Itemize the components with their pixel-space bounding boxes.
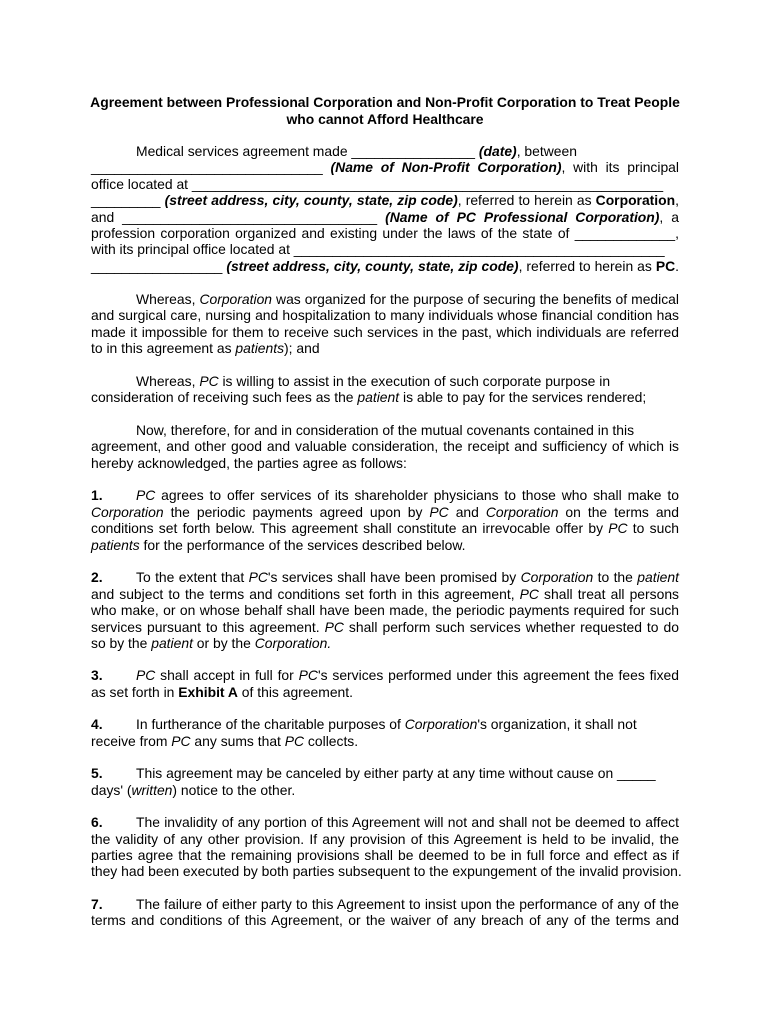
section-number: 5. bbox=[91, 765, 103, 781]
section-number: 4. bbox=[91, 716, 103, 732]
section-number: 1. bbox=[91, 487, 103, 503]
document-title bbox=[90, 94, 680, 127]
title-line-1: Agreement between Professional Corporation and Non-Profit Corporation to Treat People bbox=[90, 94, 680, 110]
section-number: 3. bbox=[91, 667, 103, 683]
section-number: 2. bbox=[91, 569, 103, 585]
document-page: Agreement between Professional Corporation and Non-Profit Corporation to Treat People who cannot Afford Healthcare Medical services agreement made ________________ (date), between ______________________________ (Name of Non-Profit Corporation), with its principal office located at _____________________________________________________________ _________ (street address, city, county, state, zip code), referred to herein as Corporation, and _________________________________ (Name of PC Professional Corporation), a profession corporation organized and existing under the laws of the state of _____________, with its principal office located at ________________________________________________ _________________ (street address, city, county, state, zip code), referred to herein as PC. Whereas, Corporation was organized for the purpose of securing the benefits of medical and surgical care, nursing and hospitalization to many individuals whose financial condition has made it impossible for them to receive such services in the past, which individuals are referred to in this agreement as patients); and Whereas, PC is willing to assist in the execution of such corporate purpose in consideration of receiving such fees as the patient is able to pay for the services rendered; Now, therefore, for and in consideration of the mutual covenants contained in this agreement, and other good and valuable consideration, the receipt and sufficiency of which is hereby acknowledged, the parties agree as follows: 1. PC agrees to offer services of its shareholder physicians to those who shall make to Corporation the periodic payments agreed upon by PC and Corporation on the terms and conditions set forth below. This agreement shall constitute an irrevocable offer by PC to such patients for the performance of the services described below. 2. To the extent that PC's services shall have been promised by Corporation to the patient and subject to the terms and conditions set forth in this agreement, PC shall treat all persons who make, or on whose behalf shall have been made, the periodic payments required for such services pursuant to this agreement. PC shall perform such services whether requested to do so by the patient or by the Corporation. 3. PC shall accept in full for PC's services performed under this agreement the fees fixed as set forth in Exhibit A of this agreement. 4. In furtherance of the charitable purposes of Corporation's organization, it shall not receive from PC any sums that PC collects. 5. This agreement may be canceled by either party at any time without cause on _____ days' (written) notice to the other. 6. The invalidity of any portion of this Agreement will not and shall not be deemed to affect the validity of any other provision. If any provision of this Agreement is held to be invalid, the parties agree that the remaining provisions shall be deemed to be in full force and effect as if they had been executed by both parties subsequent to the expungement of the invalid provision. 7. The failure of either party to this Agreement to insist upon the performance of any of the terms and conditions of this Agreement, or the waiver of any breach of any of the terms and bbox=[90, 94, 682, 928]
title-line-2: who cannot Afford Healthcare bbox=[286, 110, 484, 127]
section-number: 6. bbox=[91, 814, 103, 830]
section-number: 7. bbox=[91, 896, 103, 912]
